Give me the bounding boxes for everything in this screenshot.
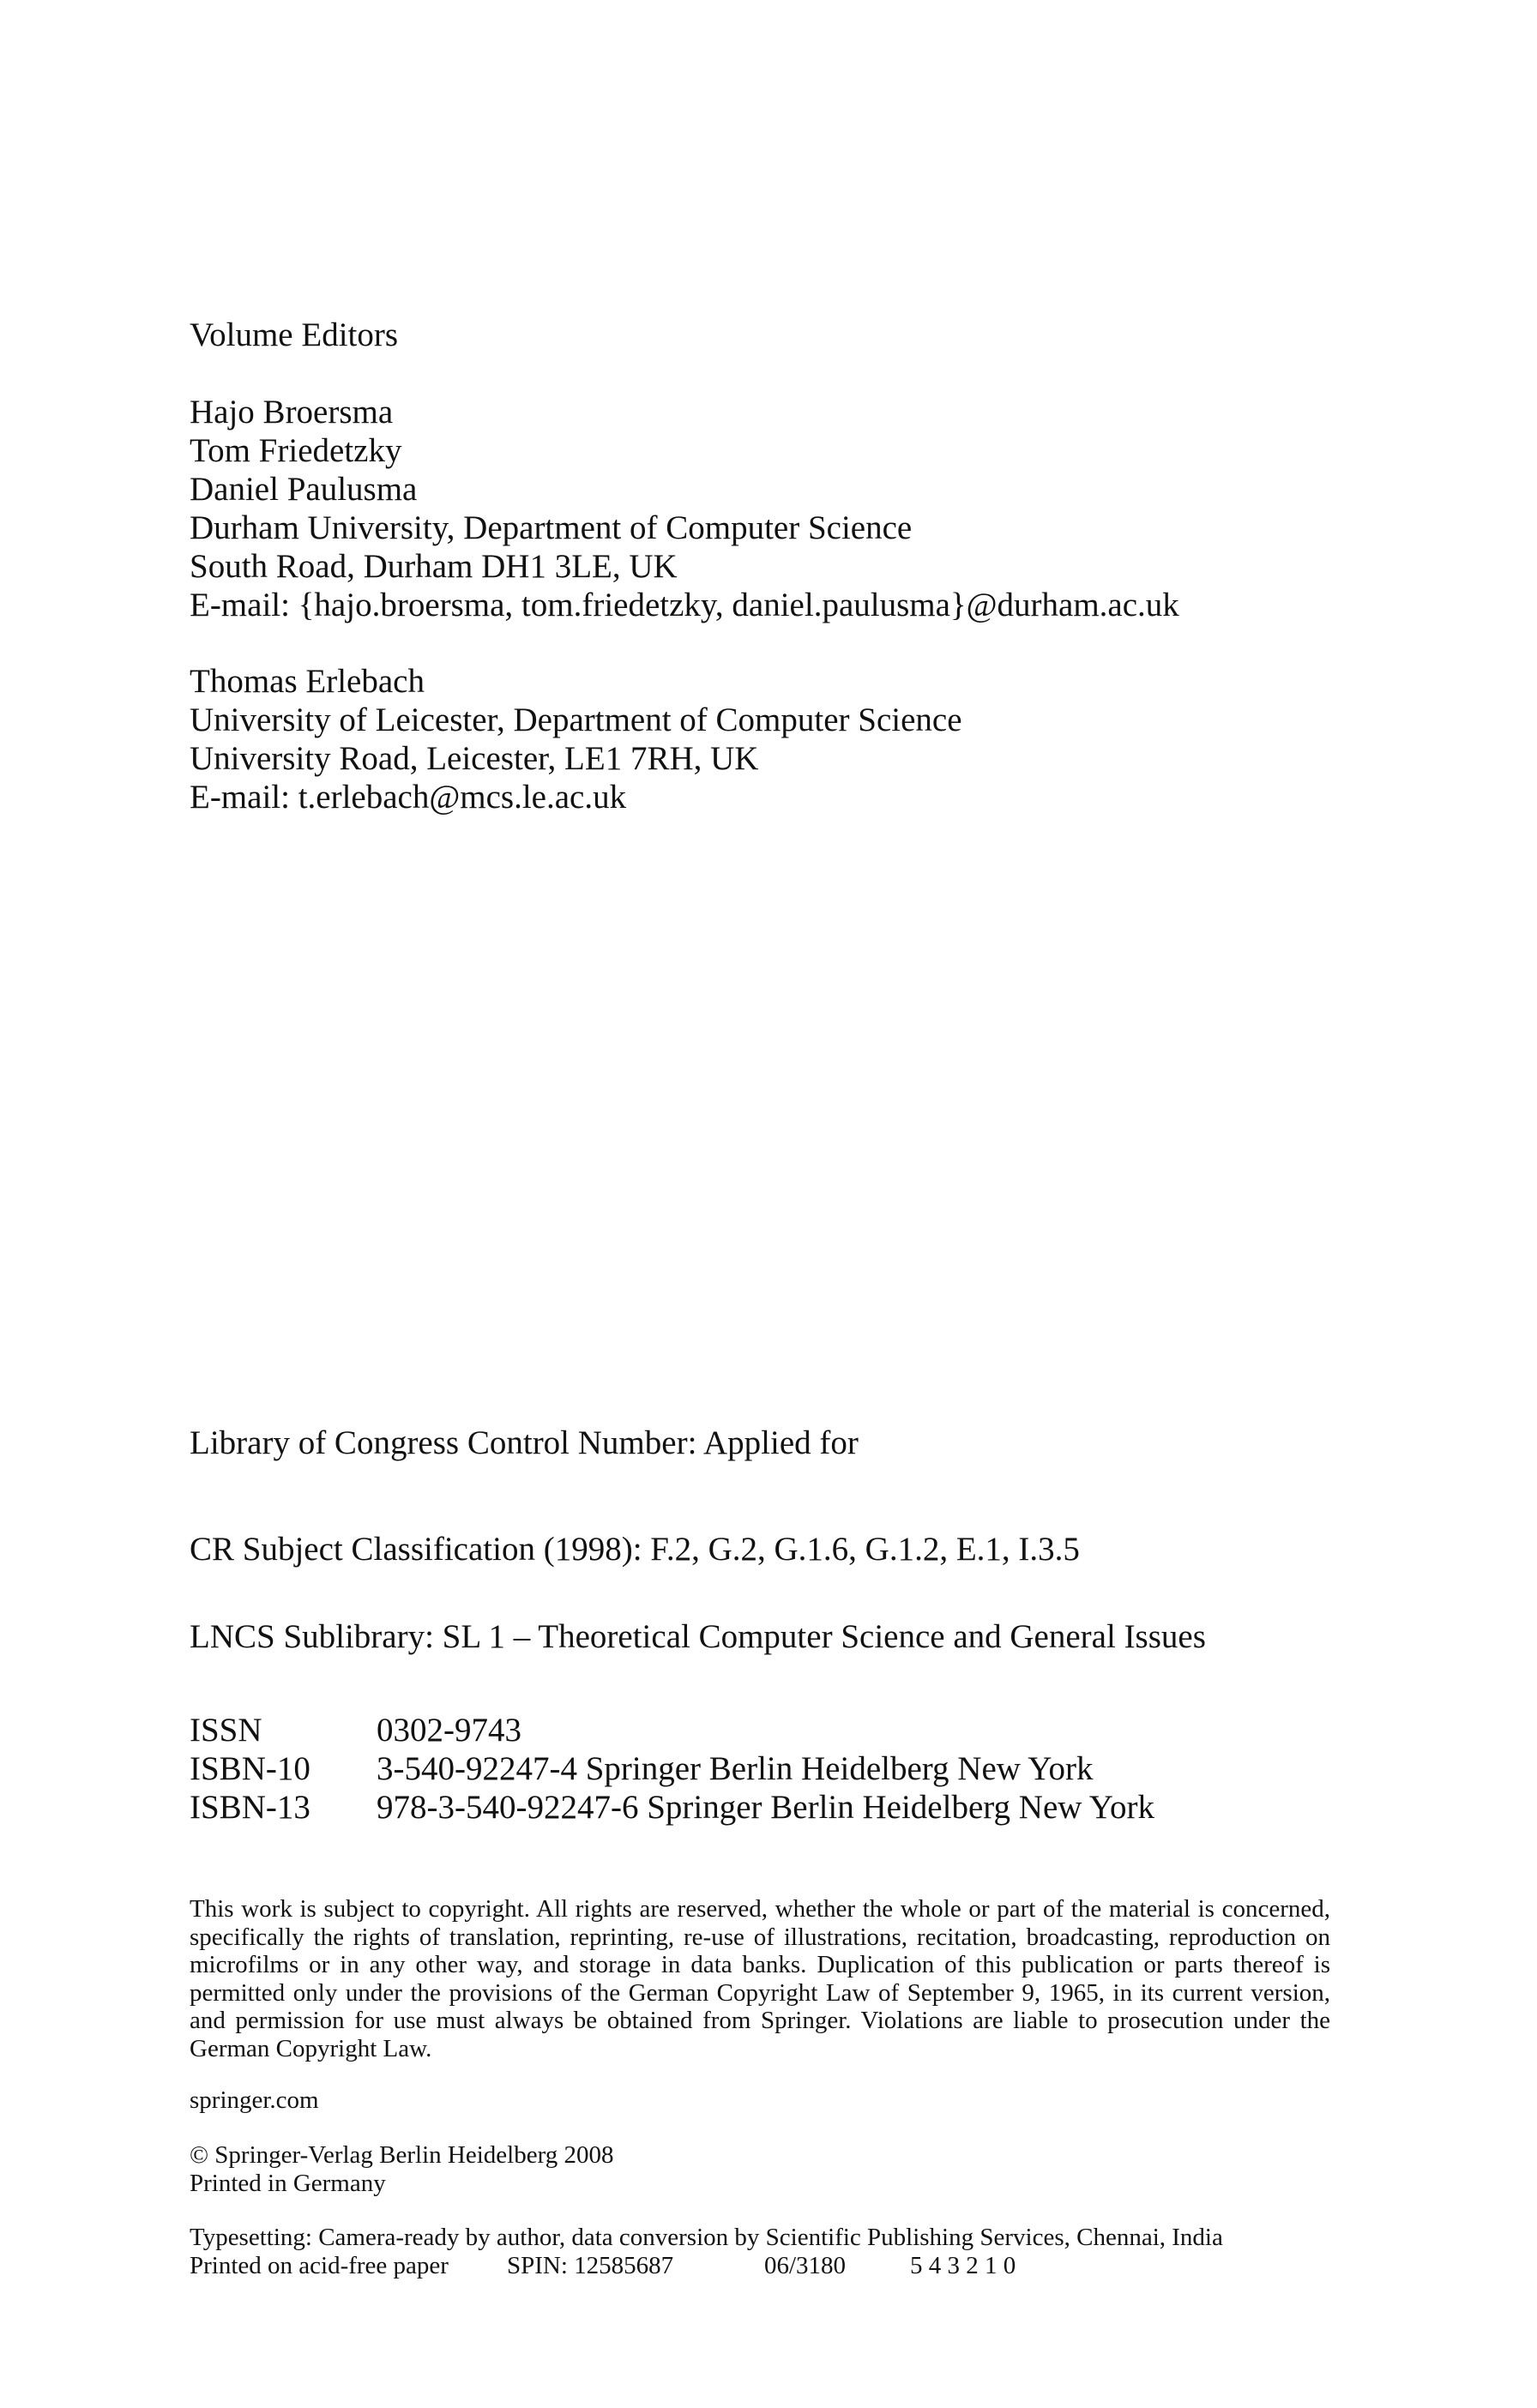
printed-in: Printed in Germany [190, 2169, 386, 2197]
typesetting-text: Typesetting: Camera-ready by author, data conversion by Scientific Publishing Services, Chennai, India [190, 2224, 1223, 2251]
cr-subject-classification-text: CR Subject Classification (1998): F.2, G.2, G.1.6, G.1.2, E.1, I.3.5 [190, 1531, 1080, 1568]
copyright-line: © Springer-Verlag Berlin Heidelberg 2008 [190, 2141, 614, 2169]
editor-name: Daniel Paulusma [190, 471, 418, 508]
lncs-sublibrary-text: LNCS Sublibrary: SL 1 – Theoretical Computer Science and General Issues [190, 1618, 1206, 1655]
editor-address: University Road, Leicester, LE1 7RH, UK [190, 740, 759, 777]
editor-name: Hajo Broersma [190, 394, 394, 430]
editor-institution: University of Leicester, Department of Computer Science [190, 701, 962, 738]
identifier-label: ISBN-10 [190, 1750, 310, 1787]
volume-editors-section [190, 316, 1373, 354]
cr-subject-classification [190, 1530, 1373, 1568]
website-text: springer.com [190, 2086, 319, 2114]
imprint-paper: Printed on acid-free paper [190, 2251, 449, 2279]
identifier-value: 0302-9743 [377, 1712, 521, 1749]
identifier-value: 978-3-540-92247-6 Springer Berlin Heidelberg New York [377, 1789, 1154, 1826]
editor-institution: Durham University, Department of Computer Science [190, 509, 913, 546]
editor-email: E-mail: t.erlebach@mcs.le.ac.uk [190, 779, 627, 816]
imprint-block [190, 2224, 1373, 2279]
imprint-print-run: 5 4 3 2 1 0 [910, 2251, 1016, 2279]
editor-email: E-mail: {hajo.broersma, tom.friedetzky, daniel.paulusma}@durham.ac.uk [190, 587, 1179, 623]
editor-group-durham [190, 393, 1373, 624]
imprint-code: 06/3180 [764, 2251, 847, 2279]
library-of-congress-text: Library of Congress Control Number: Applied for [190, 1424, 859, 1461]
lncs-sublibrary [190, 1617, 1373, 1656]
copyright-notice [190, 1895, 1330, 2062]
editor-name: Thomas Erlebach [190, 663, 425, 700]
copyright-block [190, 2141, 1373, 2197]
identifier-value: 3-540-92247-4 Springer Berlin Heidelberg New York [377, 1750, 1094, 1787]
imprint-spin: SPIN: 12585687 [507, 2251, 674, 2279]
editor-name: Tom Friedetzky [190, 432, 402, 469]
imprint-line [190, 2252, 1373, 2280]
identifier-row-isbn10 [190, 1749, 1373, 1788]
volume-editors-heading: Volume Editors [190, 316, 399, 353]
website [190, 2086, 1373, 2115]
copyright-notice-text: This work is subject to copyright. All rights are reserved, whether the whole or part of the material is concerned, specifically the rights of translation, reprinting, re-use of illustrations, recitation, broadcasting, reproduction on microfilms or in any other way, and storage in data banks. Duplication of this publication or parts thereof is permitted only under the provisions of the German Copyright Law of September 9, 1965, in its current version, and permission for use must always be obtained from Springer. Violations are liable to prosecution under the German Copyright Law. [190, 1895, 1330, 2062]
identifier-label: ISSN [190, 1712, 262, 1749]
library-of-congress [190, 1424, 1373, 1462]
identifiers-table [190, 1711, 1373, 1827]
identifier-row-issn [190, 1711, 1373, 1749]
identifier-label: ISBN-13 [190, 1789, 310, 1826]
identifier-row-isbn13 [190, 1788, 1373, 1827]
editor-group-leicester [190, 662, 1373, 816]
editor-address: South Road, Durham DH1 3LE, UK [190, 548, 678, 585]
